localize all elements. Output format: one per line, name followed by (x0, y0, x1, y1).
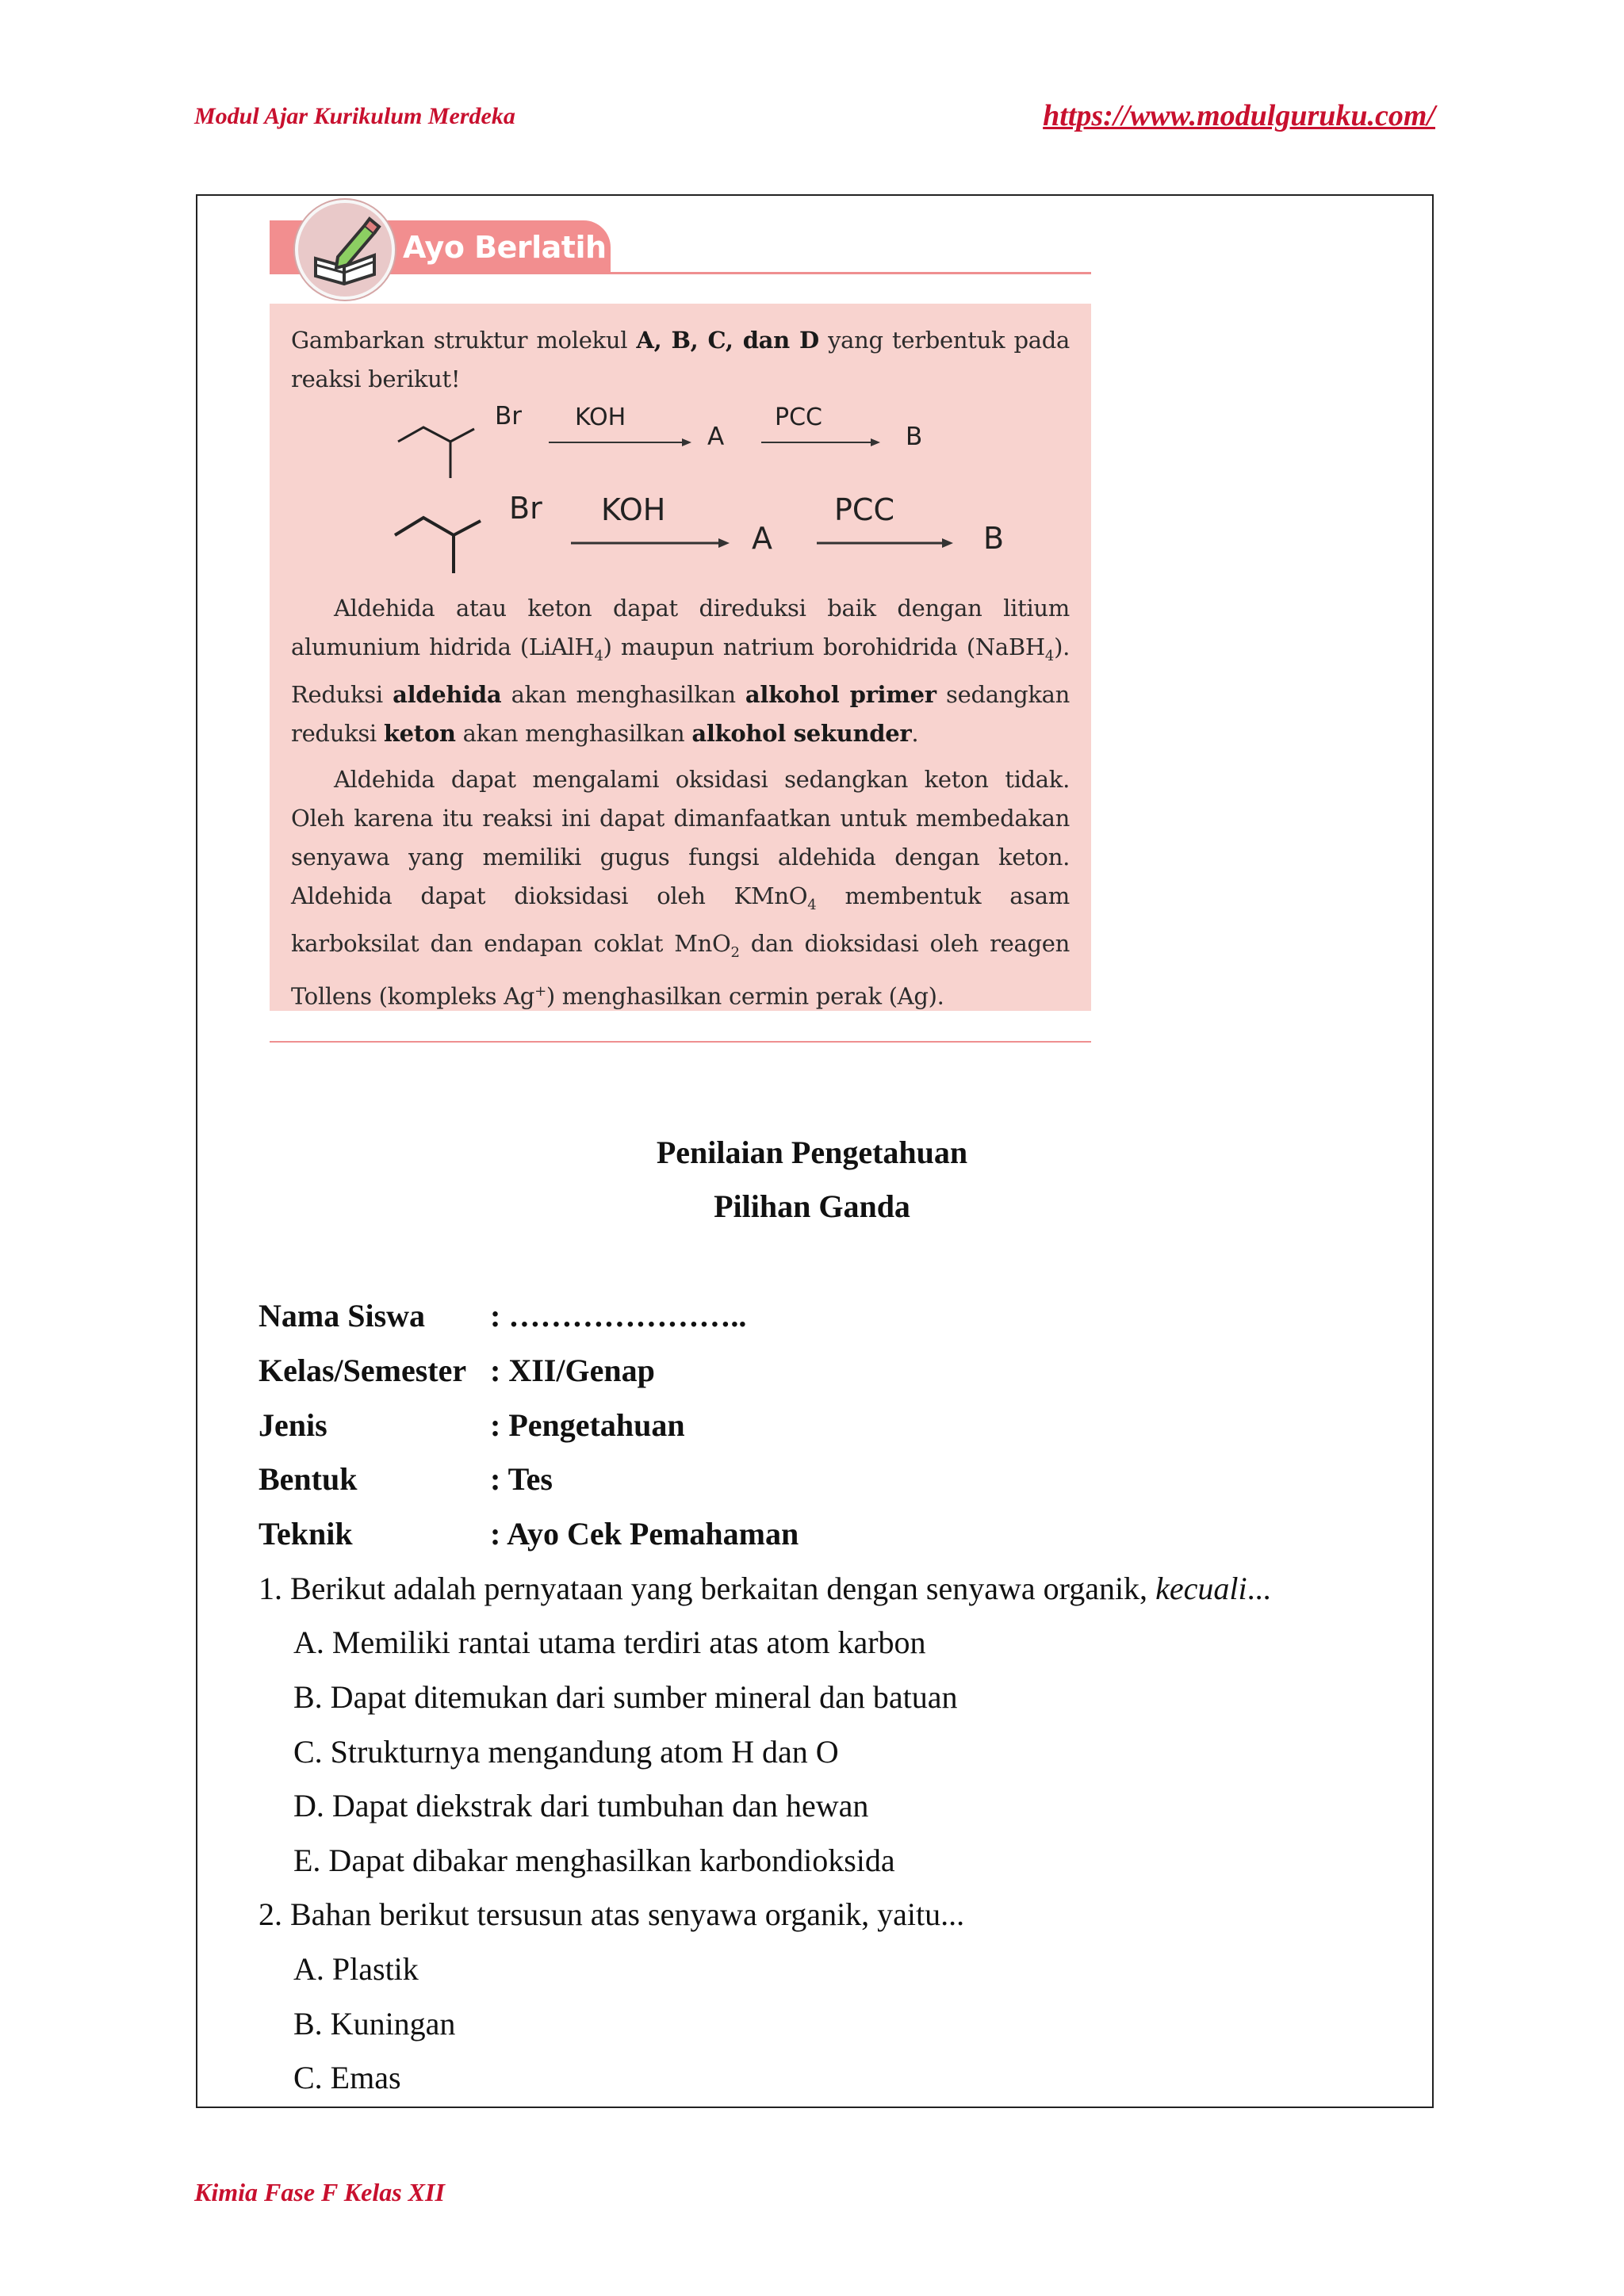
task-instruction: Gambarkan struktur molekul A, B, C, dan D yang terbentuk pada reaksi berikut! (291, 327, 1071, 392)
reaction-scheme-small (270, 399, 1091, 486)
q1-option-a[interactable]: A. Memiliki rantai utama terdiri atas atom karbon (293, 1624, 926, 1660)
q2-option-b[interactable]: B. Kuningan (293, 2006, 456, 2042)
reagent-pcc: PCC (834, 492, 894, 527)
meta-technique: Teknik : Ayo Cek Pemahaman (259, 1516, 799, 1552)
meta-form: Bentuk : Tes (259, 1461, 553, 1497)
excerpt-heading: Ayo Berlatih (403, 230, 607, 265)
reaction-scheme-large (270, 491, 1091, 578)
product-a: A (707, 423, 725, 451)
header-module-title: Modul Ajar Kurikulum Merdeka (194, 103, 515, 129)
reagent-koh: KOH (575, 404, 626, 431)
q2-option-a[interactable]: A. Plastik (293, 1951, 419, 1987)
book-pencil-icon (295, 200, 395, 300)
meta-type: Jenis : Pengetahuan (259, 1407, 685, 1443)
product-b: B (983, 521, 1005, 556)
product-b: B (906, 423, 923, 451)
product-a: A (752, 521, 772, 556)
assessment-title: Penilaian Pengetahuan (656, 1135, 968, 1170)
reagent-pcc: PCC (775, 404, 822, 431)
oxidation-paragraph: Aldehida dapat mengalami oksidasi sedangkan keton tidak. Oleh karena itu reaksi ini dapat dimanfaatkan untuk membedakan senyawa yang memiliki gugus fungsi aldehida dengan keton. Aldehida dapat dioksidasi oleh KMnO$_4$ membentuk asam karboksilat dan endapan coklat MnO$_2$ dan dioksidasi oleh reagen Tollens (kompleks Ag+) menghasilkan cermin perak (Ag). (291, 766, 1070, 1010)
excerpt-bottom-rule (270, 1041, 1091, 1043)
q1-option-c[interactable]: C. Strukturnya mengandung atom H dan O (293, 1734, 839, 1770)
footer-subject: Kimia Fase F Kelas XII (194, 2178, 445, 2206)
reduction-paragraph: Aldehida atau keton dapat direduksi baik dengan litium alumunium hidrida (LiAlH$_4$) maupun natrium borohidrida (NaBH$_4$). Reduksi aldehida akan menghasilkan alkohol primer sedangkan reduksi keton akan menghasilkan alkohol sekunder. (291, 595, 1070, 747)
bromine-label: Br (495, 402, 523, 430)
reagent-koh: KOH (601, 492, 666, 527)
assessment-subtitle: Pilihan Ganda (714, 1188, 910, 1224)
header-website-link[interactable]: https://www.modulguruku.com/ (1043, 99, 1435, 132)
q1-option-e[interactable]: E. Dapat dibakar menghasilkan karbondioksida (293, 1843, 895, 1878)
bromine-label: Br (509, 491, 542, 526)
meta-student-name: Nama Siswa : ………………….. (259, 1298, 747, 1334)
excerpt-body-box (270, 304, 1091, 1011)
q2-option-c[interactable]: C. Emas (293, 2060, 401, 2095)
q1-option-b[interactable]: B. Dapat ditemukan dari sumber mineral dan batuan (293, 1679, 958, 1715)
question-2: 2. Bahan berikut tersusun atas senyawa organik, yaitu... (259, 1896, 965, 1932)
question-1: 1. Berikut adalah pernyataan yang berkaitan dengan senyawa organik, kecuali... (259, 1571, 1271, 1606)
q1-option-d[interactable]: D. Dapat diekstrak dari tumbuhan dan hewan (293, 1788, 869, 1823)
meta-class-semester: Kelas/Semester : XII/Genap (259, 1353, 655, 1388)
